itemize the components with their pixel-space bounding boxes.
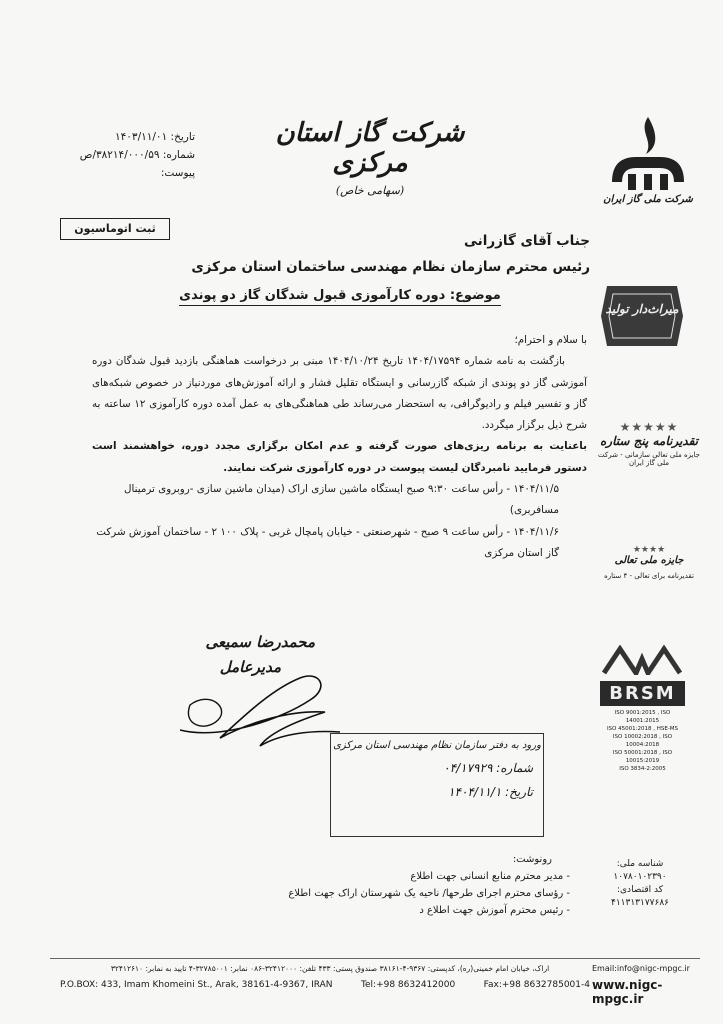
national-id: ۱۰۷۸۰۱۰۲۳۹۰ (613, 872, 667, 882)
award-badge (597, 280, 687, 352)
footer-website[interactable]: www.nigc-mpgc.ir (592, 978, 663, 1006)
star-icon: ★★★★ (632, 545, 666, 555)
inbox-stamp (330, 733, 544, 837)
excellence-award (595, 545, 703, 580)
star-icon: ★★★★★ (619, 420, 679, 434)
cc-list (240, 851, 570, 919)
company-header (270, 118, 470, 197)
iso-line: ISO 9001:2015 , ISO 14001:2015 (614, 710, 671, 724)
company-type: (سهامی خاص) (335, 184, 405, 197)
letter-attachment: پیوست: (160, 167, 195, 179)
footer-address-en (60, 980, 590, 990)
iso-line: ISO 50001:2018 , ISO 10015:2019 (612, 750, 673, 764)
national-id-label: شناسه ملی: (616, 859, 664, 869)
automation-stamp: ثبت اتوماسیون (60, 218, 170, 240)
cc-item: - رؤسای محترم اجرای طرحها/ ناحیه یک شهرستان اراک جهت اطلاع (288, 888, 570, 899)
letter-body (92, 330, 587, 564)
brsm-logo-icon (600, 645, 685, 675)
footer-email[interactable]: Email:info@nigc-mpgc.ir (592, 964, 690, 973)
recipient-title: رئیس محترم سازمان نظام مهندسی ساختمان استان مرکزی (191, 259, 590, 275)
award3-title: جایزه ملی تعالی (614, 555, 684, 566)
recipient-name: جناب آقای گازرانی (463, 233, 590, 249)
footer-fax: Fax:+98 8632785001-4 (483, 980, 590, 990)
award2-sub: جایزه ملی تعالی سازمانی - شرکت ملی گاز ایران (598, 451, 700, 467)
letter-meta (70, 128, 195, 182)
economic-code: ۴۱۱۳۱۳۱۷۷۶۸۶ (610, 898, 669, 908)
paragraph-2: باعنایت به برنامه ریزی‌های صورت گرفته و عدم امکان برگزاری مجدد دوره، خواهشمند است دستور فرمایید نامبردگان لیست پیوست در دوره کارآموزی شرکت نمایند. (92, 440, 587, 474)
iso-line: ISO 3834-2:2005 (619, 766, 666, 772)
iso-list (600, 709, 685, 773)
award3-sub: تقدیرنامه برای تعالی - ۴ ستاره (604, 572, 694, 580)
footer-divider (50, 958, 700, 959)
award2-title: تقدیرنامه پنج ستاره (599, 434, 698, 448)
signatory-title: مدیرعامل (219, 658, 281, 676)
inbox-date: تاریخ: ۱۴۰۴/۱۱/۱ (448, 785, 533, 799)
iso-line: ISO 10002:2018 , ISO 10004:2018 (612, 734, 673, 748)
recipient (150, 228, 590, 280)
award-text: میراث‌دار تولید (605, 302, 679, 316)
subject (140, 288, 540, 303)
brsm-label: BRSM (600, 681, 685, 706)
inbox-number: شماره: ۰۴/۱۷۹۲۹ (443, 761, 533, 775)
logo-caption: شرکت ملی گاز ایران (603, 194, 693, 205)
paragraph-1: بازگشت به نامه شماره ۱۴۰۴/۱۷۵۹۴ تاریخ ۱۴۰۴/۱۰/۲۴ مبنی بر درخواست هماهنگی بازدید قبول شدگان دوره آموزشی گاز دو پوندی از شبکه گازرسانی و ایستگاه تقلیل فشار و ارائه آموزش‌های موردنیاز در خصوص شبکه‌های گاز و تفسیر فیلم و رادیوگرافی، به استحضار می‌رساند طی هماهنگی‌های به عمل آمده دوره کارآموزی ۱۲ ساعته به شرح ذیل برگزار میگردد. (92, 355, 587, 432)
company-ids (590, 858, 690, 910)
greeting: با سلام و احترام؛ (514, 334, 587, 346)
letter-number: شماره: ۳۸۲۱۴/۰۰۰/۵۹/ص (79, 149, 195, 161)
footer-po-box: P.O.BOX: 433, Imam Khomeini St., Arak, 38161-4-9367, IRAN (60, 980, 333, 990)
brsm-certificate (600, 645, 685, 773)
footer-address-fa: اراک، خیابان امام خمینی(ره)، کدپستی: ۹۳۶۷-۴-۳۸۱۶۱ صندوق پستی: ۴۳۳ تلفن: ۳۲۴۱۲۰۰۰-۰۸۶ نمابر: ۳۲۷۸۵۰۰۱-۴ تایید به نمابر: ۳۲۴۱۲۶۱۰ (110, 964, 550, 973)
schedule-item-2: ۱۴۰۴/۱۱/۶ - رأس ساعت ۹ صبح - شهرصنعتی - خیابان پامچال غربی - پلاک ۱۰۰ ۲ - ساختمان آموزش شرکت گاز استان مرکزی (96, 525, 559, 559)
cc-title: رونوشت: (512, 854, 552, 865)
schedule-item-1: ۱۴۰۴/۱۱/۵ - رأس ساعت ۹:۳۰ صبح ایستگاه ماشین سازی اراک (میدان ماشین سازی -روبروی ترمینال مسافربری) (124, 483, 559, 517)
iso-line: ISO 45001:2018 , HSE-MS (606, 726, 679, 732)
cc-item: - مدیر محترم منابع انسانی جهت اطلاع (410, 871, 570, 882)
five-star-award (595, 420, 703, 467)
company-name: شرکت گاز استان مرکزی (275, 118, 465, 178)
cc-item: - رئیس محترم آموزش جهت اطلاع د (419, 905, 570, 916)
handwritten-signature (160, 650, 350, 750)
inbox-header: ورود به دفتر سازمان نظام مهندسی استان مرکزی (333, 740, 541, 751)
economic-code-label: کد اقتصادی: (616, 885, 664, 895)
nigc-logo (598, 112, 698, 217)
letter-date: تاریخ: ۱۴۰۳/۱۱/۰۱ (115, 131, 195, 143)
footer-tel: Tel:+98 8632412000 (361, 980, 456, 990)
subject-text: موضوع: دوره کارآموزی قبول شدگان گاز دو پوندی (179, 288, 501, 306)
signatory-name: محمدرضا سمیعی (205, 633, 315, 651)
